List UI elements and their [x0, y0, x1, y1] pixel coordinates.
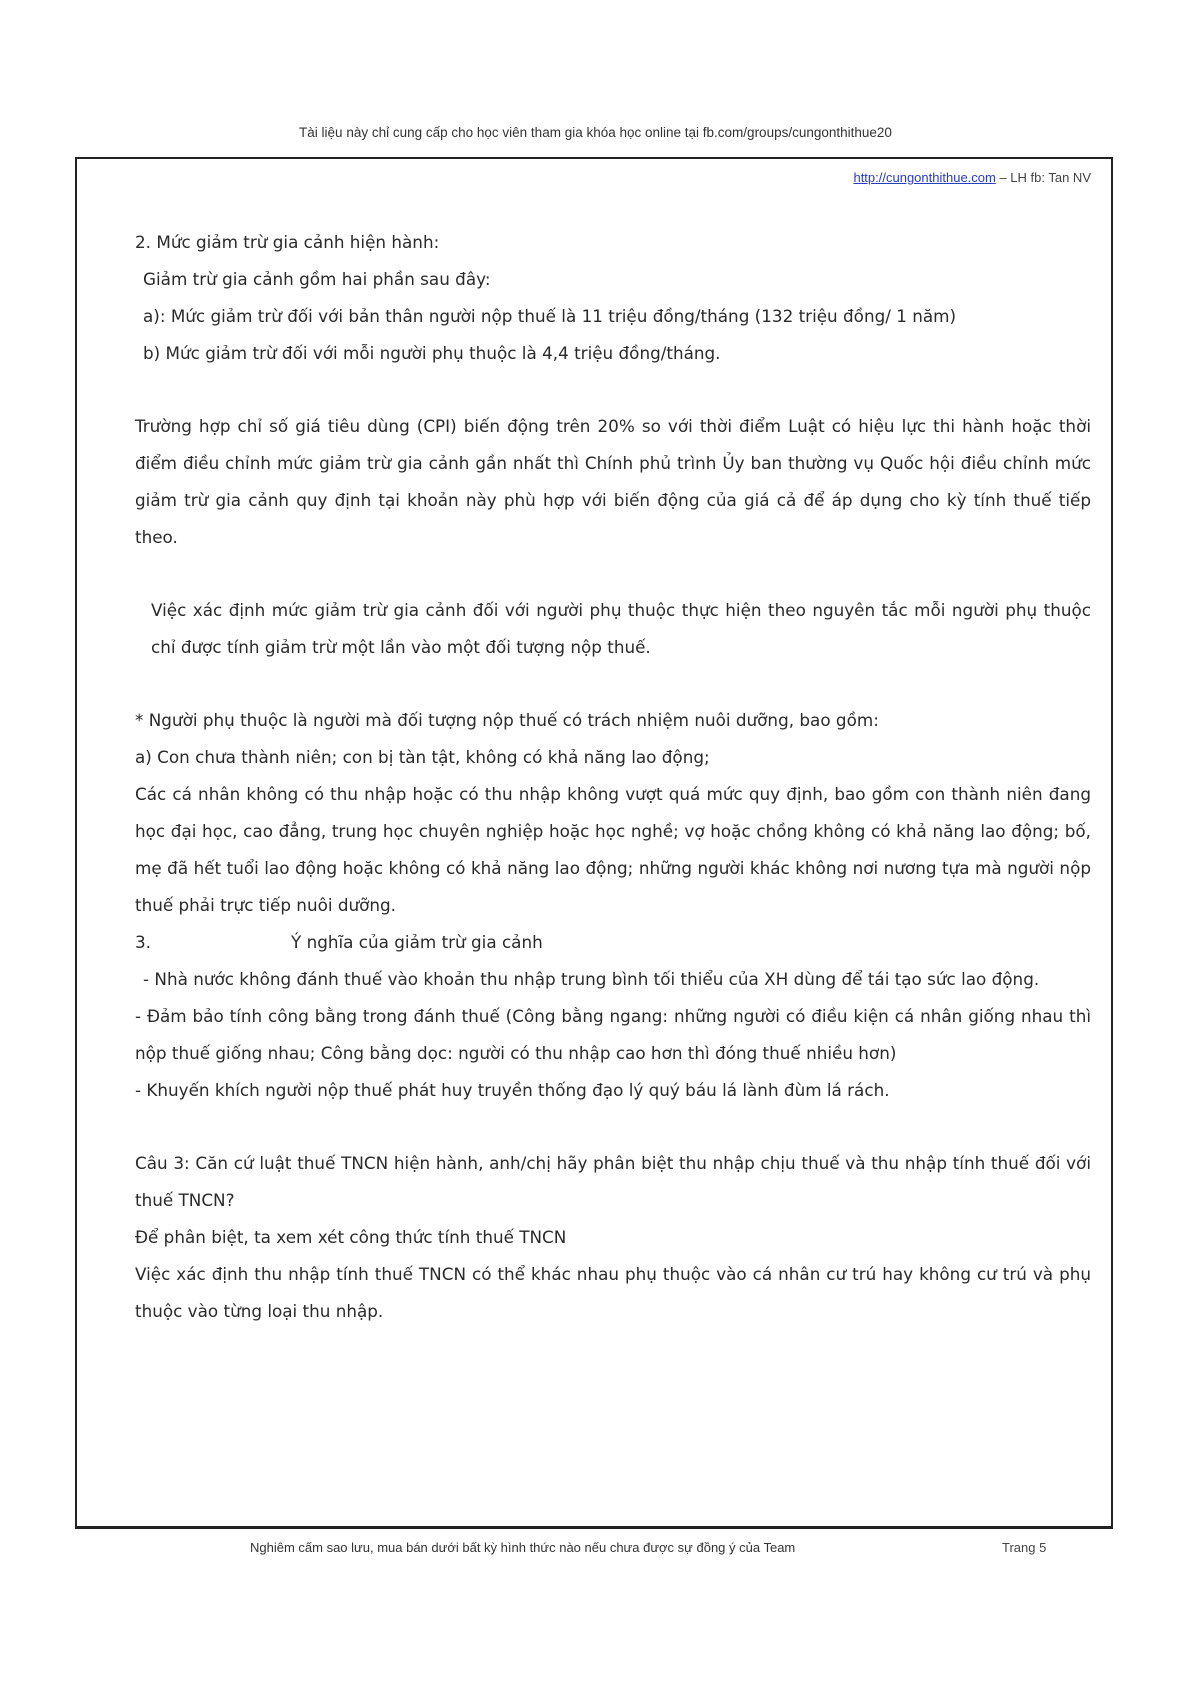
- paragraph: Việc xác định thu nhập tính thuế TNCN có thể khác nhau phụ thuộc vào cá nhân cư trú hay không cư trú và phụ thuộc vào từng loại thu nhập.: [135, 1264, 1091, 1321]
- paragraph: a) Con chưa thành niên; con bị tàn tật, không có khả năng lao động;: [135, 747, 710, 767]
- paragraph: Giảm trừ gia cảnh gồm hai phần sau đây:: [143, 269, 491, 289]
- paragraph: a): Mức giảm trừ đối với bản thân người nộp thuế là 11 triệu đồng/tháng (132 triệu đồng/ 1 năm): [143, 306, 957, 326]
- section-title: Ý nghĩa của giảm trừ gia cảnh: [291, 932, 543, 952]
- website-link[interactable]: http://cungonthithue.com: [853, 170, 996, 185]
- paragraph: - Khuyến khích người nộp thuế phát huy truyền thống đạo lý quý báu lá lành đùm lá rách.: [135, 1080, 890, 1100]
- question-heading: Câu 3: Căn cứ luật thuế TNCN hiện hành, anh/chị hãy phân biệt thu nhập chịu thuế và thu nhập tính thuế đối với thuế TNCN?: [135, 1153, 1091, 1210]
- paragraph: - Đảm bảo tính công bằng trong đánh thuế (Công bằng ngang: những người có điều kiện cá nhân giống nhau thì nộp thuế giống nhau; Công bằng dọc: người có thu nhập cao hơn thì đóng thuế nhiều hơn): [135, 1006, 1091, 1063]
- section-heading-3: [135, 924, 1091, 961]
- paragraph: Các cá nhân không có thu nhập hoặc có thu nhập không vượt quá mức quy định, bao gồm con thành niên đang học đại học, cao đẳng, trung học chuyên nghiệp hoặc học nghề; vợ hoặc chồng không có khả năng lao động; bố, mẹ đã hết tuổi lao động hoặc không có khả năng lao động; những người khác không nơi nương tựa mà người nộp thuế phải trực tiếp nuôi dưỡng.: [135, 784, 1091, 915]
- footer-notice: Nghiêm cấm sao lưu, mua bán dưới bất kỳ hình thức nào nếu chưa được sự đồng ý của Team: [250, 1540, 796, 1555]
- paragraph: Việc xác định mức giảm trừ gia cảnh đối với người phụ thuộc thực hiện theo nguyên tắc mỗi người phụ thuộc chỉ được tính giảm trừ một lần vào một đối tượng nộp thuế.: [151, 600, 1091, 657]
- page-number: Trang 5: [1002, 1540, 1047, 1555]
- contact-suffix: – LH fb: Tan NV: [995, 170, 1091, 185]
- top-notice: Tài liệu này chỉ cung cấp cho học viên tham gia khóa học online tại fb.com/groups/cungonthithue20: [299, 125, 892, 140]
- header-contact: [853, 170, 1091, 185]
- paragraph: * Người phụ thuộc là người mà đối tượng nộp thuế có trách nhiệm nuôi dưỡng, bao gồm:: [135, 710, 879, 730]
- paragraph: b) Mức giảm trừ đối với mỗi người phụ thuộc là 4,4 triệu đồng/tháng.: [143, 343, 721, 363]
- section-number: 3.: [135, 932, 152, 952]
- section-heading-2: 2. Mức giảm trừ gia cảnh hiện hành:: [135, 232, 440, 252]
- paragraph: - Nhà nước không đánh thuế vào khoản thu nhập trung bình tối thiểu của XH dùng để tái tạo sức lao động.: [143, 969, 1040, 989]
- paragraph: Để phân biệt, ta xem xét công thức tính thuế TNCN: [135, 1227, 567, 1247]
- paragraph: Trường hợp chỉ số giá tiêu dùng (CPI) biến động trên 20% so với thời điểm Luật có hiệu lực thi hành hoặc thời điểm điều chỉnh mức giảm trừ gia cảnh gần nhất thì Chính phủ trình Ủy ban thường vụ Quốc hội điều chỉnh mức giảm trừ gia cảnh quy định tại khoản này phù hợp với biến động của giá cả để áp dụng cho kỳ tính thuế tiếp theo.: [135, 416, 1091, 547]
- document-body: [135, 224, 1091, 1330]
